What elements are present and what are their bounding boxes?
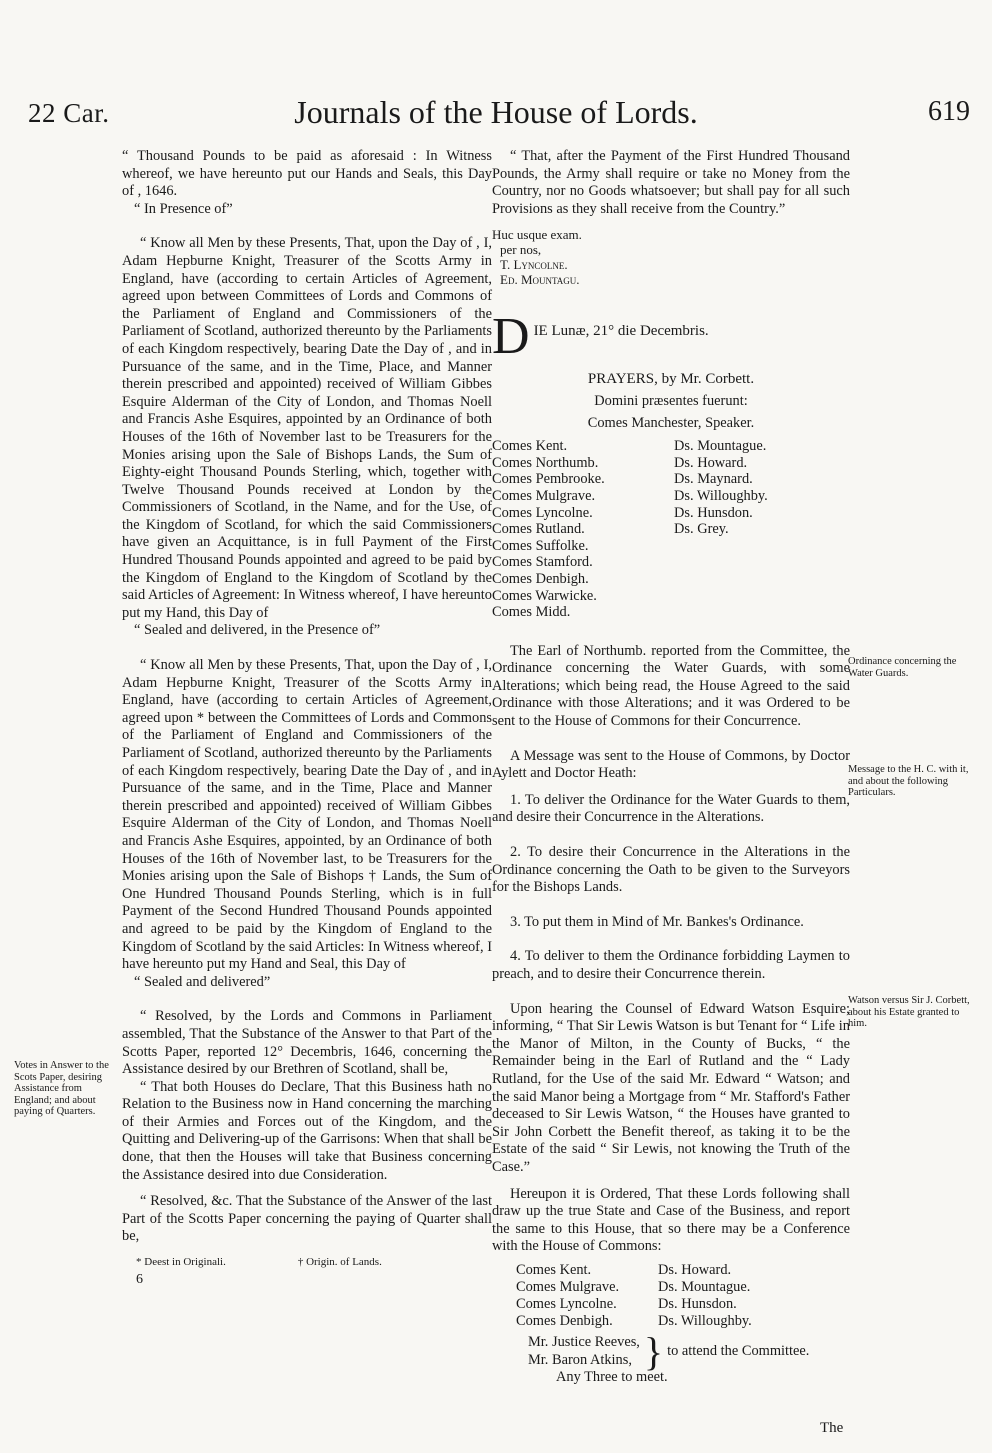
page-number: 619 bbox=[928, 96, 970, 127]
resolution-quarter: “ Resolved, &c. That the Substance of the Answer of the last Part of the Scotts Paper concerning the paying of Quarter shall be, bbox=[122, 1193, 492, 1245]
committee-member: Ds. Hunsdon. bbox=[658, 1295, 737, 1312]
justice-names bbox=[528, 1334, 640, 1369]
receipt-first: “ Know all Men by these Presents, That, upon the Day of , I, Adam Hepburne Knight, Treasurer of the Scotts Army in England, have (according to certain Articles of Agreement, agreed upon between Committees of Lords and Commons of the Parliament of England and Commissioners of the Parliament of Scotland, authorized thereunto by the Parliaments of each Kingdom respectively, bearing Date the Day of , and in Pursuance of the same, and in the Time, Place, and Manner therein prescribed and appointed) received of William Gibbes Esquire Alderman of the City of London, and Thomas Noell and Francis Ashe Esquires, appointed by an Ordinance of both Houses of the 16th of November last to be Treasurers for the Monies arising upon the Sale of Bishops Lands, the Sum of Eighty-eight Thousand Pounds Sterling, which, together with Twelve Thousand Pounds received at London by the Commissioners of Scotland, in the Name, and for the Use, of the Kingdom of Scotland, for which the said Commissioners have given an Acquittance, is in full Payment of the First Hundred Thousand Pounds appointed and agreed to be paid by the Kingdom of England to the Kingdom of Scotland by the said Articles of Agreement: In Witness whereof, I have hereunto put my Hand, this Day of bbox=[122, 235, 492, 621]
per-nos: per nos, bbox=[500, 242, 542, 258]
justice-reeves: Mr. Justice Reeves, bbox=[528, 1333, 640, 1350]
presence-line: “ In Presence of” bbox=[134, 200, 233, 217]
signer-lyncolne: T. Lyncolne. bbox=[500, 257, 568, 273]
lord-present: Ds. Mountague. bbox=[674, 438, 767, 455]
committee-member: Comes Mulgrave. bbox=[516, 1278, 620, 1295]
lord-present: Ds. Hunsdon. bbox=[674, 504, 753, 521]
army-payment-clause: “ That, after the Payment of the First Hundred Thousand Pounds, the Army shall require or take no Money from the Country, nor no Goods whatsoever; but shall pay for all such Provisions as they shall receive from the Country.” bbox=[492, 148, 850, 217]
footnote-lands: † Origin. of Lands. bbox=[297, 1256, 382, 1269]
lord-present: Comes Rutland. bbox=[492, 521, 585, 538]
committee-order: Hereupon it is Ordered, That these Lords following shall draw up the true State and Case of the Business, and report the same to this House, that so there may be a Conference with the House of Commons: bbox=[492, 1185, 850, 1255]
left-column bbox=[122, 148, 492, 1287]
quorum-note: Any Three to meet. bbox=[556, 1369, 668, 1386]
declaration: “ That both Houses do Declare, That this Business hath no Relation to the Business now in Hand concerning the marching of their Armies and Forces out of the Kingdom, and the Quitting and Delivering-up of the Garrisons: When that shall be done, that then the Houses will take that Business concerning the Assistance desired into due Consideration. bbox=[122, 1078, 492, 1183]
prayers-line: PRAYERS, by Mr. Corbett. bbox=[587, 371, 755, 388]
lord-present: Comes Pembrooke. bbox=[492, 471, 605, 488]
page-header bbox=[0, 88, 992, 138]
baron-atkins: Mr. Baron Atkins, bbox=[528, 1351, 632, 1368]
lord-present: Comes Kent. bbox=[492, 438, 568, 455]
footnote-deest: * Deest in Originali. bbox=[136, 1256, 226, 1269]
lord-present: Comes Midd. bbox=[492, 604, 571, 621]
right-column bbox=[492, 148, 850, 1387]
lord-present: Comes Stamford. bbox=[492, 554, 593, 571]
margin-note-votes: Votes in Answer to the Scots Paper, desiring Assistance from England; and about paying of Quarters. bbox=[14, 1060, 109, 1117]
present-heading: Domini præsentes fuerunt: bbox=[594, 392, 748, 409]
message-item-4: 4. To deliver to them the Ordinance forbidding Laymen to preach, and to desire their Concurrence therein. bbox=[492, 948, 850, 982]
regnal-year: 22 Car. bbox=[28, 98, 110, 128]
message-item-1: 1. To deliver the Ordinance for the Water Guards to them, and desire their Concurrence in the Alterations. bbox=[492, 791, 850, 826]
committee-member: Comes Kent. bbox=[516, 1261, 592, 1278]
signature-mark: 6 bbox=[136, 1271, 143, 1287]
justices-attendance bbox=[528, 1328, 850, 1374]
message-item-2: 2. To desire their Concurrence in the Alterations in the Ordinance concerning the Oath to be given to the Surveyors for the Bishops Lands. bbox=[492, 844, 850, 896]
committee-member: Ds. Howard. bbox=[658, 1261, 732, 1278]
committee-member: Ds. Willoughby. bbox=[658, 1312, 752, 1329]
lord-present: Comes Suffolke. bbox=[492, 537, 589, 554]
lord-present: Comes Northumb. bbox=[492, 454, 599, 471]
exam-line: Huc usque exam. bbox=[492, 227, 582, 243]
journal-title: Journals of the House of Lords. bbox=[294, 94, 698, 130]
lord-present: Comes Mulgrave. bbox=[492, 487, 596, 504]
date-heading bbox=[492, 317, 850, 357]
examination-note bbox=[492, 227, 850, 287]
watson-petition: Upon hearing the Counsel of Edward Watson Esquire; informing, “ That Sir Lewis Watson is but Tenant for “ Life in the Manor of Milton, in the County of Bucks, “ the Remainder being in the Earl of Rutland and the “ Lady Rutland, for the Use of the said Mr. Edward “ Watson; and the said Manor being a Mortgage from “ Mr. Stafford's Father deceased to Sir Lewis Watson, “ the Houses have granted to Sir John Corbett the Benefit thereof, as taking it to be the Estate of the said “ Sir Lewis, not knowing the Truth of the Case.” bbox=[492, 1000, 850, 1175]
message-item-3: 3. To put them in Mind of Mr. Bankes's Ordinance. bbox=[510, 913, 804, 930]
lord-present: Comes Lyncolne. bbox=[492, 504, 593, 521]
lord-present: Comes Warwicke. bbox=[492, 587, 597, 604]
lord-present: Comes Denbigh. bbox=[492, 570, 589, 587]
lord-present: Ds. Maynard. bbox=[674, 471, 753, 488]
committee-member: Comes Lyncolne. bbox=[516, 1295, 617, 1312]
lord-present: Ds. Grey. bbox=[674, 521, 729, 538]
oath-closing: “ Thousand Pounds to be paid as aforesaid : In Witness whereof, we have hereunto put our Hands and Seals, this Day of , 1646. bbox=[122, 148, 492, 200]
earls-column bbox=[492, 438, 674, 621]
brace-glyph: } bbox=[643, 1328, 664, 1374]
barons-column bbox=[674, 438, 824, 621]
catchword: The bbox=[820, 1420, 844, 1436]
resolution-assistance: “ Resolved, by the Lords and Commons in Parliament assembled, That the Substance of the Answer to that Part of the Scotts Paper, reported 12° Decembris, 1646, concerning the Assistance desired by our Brethren of Scotland, shall be, bbox=[122, 1008, 492, 1078]
committee-earls bbox=[516, 1262, 658, 1330]
speaker-line: Comes Manchester, Speaker. bbox=[587, 414, 755, 431]
committee-member: Ds. Mountague. bbox=[658, 1278, 751, 1295]
committee-members bbox=[516, 1262, 850, 1330]
date-line: IE Lunæ, 21° die Decembris. bbox=[533, 323, 709, 340]
sealed-line-second: “ Sealed and delivered” bbox=[134, 973, 271, 990]
lords-present-list bbox=[492, 438, 850, 621]
margin-note-ordinance: Ordinance concerning the Water Guards. bbox=[848, 656, 957, 679]
sealed-line-first: “ Sealed and delivered, in the Presence of” bbox=[134, 622, 381, 639]
attend-note: to attend the Committee. bbox=[667, 1342, 810, 1359]
lord-present: Ds. Willoughby. bbox=[674, 487, 768, 504]
margin-note-message: Message to the H. C. with it, and about the following Particulars. bbox=[848, 764, 969, 798]
footnotes bbox=[136, 1254, 492, 1272]
message-intro: A Message was sent to the House of Commons, by Doctor Aylett and Doctor Heath: bbox=[492, 747, 850, 782]
signer-mountagu: Ed. Mountagu. bbox=[500, 272, 580, 288]
receipt-second: “ Know all Men by these Presents, That, upon the Day of , I, Adam Hepburne Knight, Treasurer of the Scotts Army in England, have (according to certain Articles of Agreement, agreed upon * between the Committees of Lords and Commons of the Parliament of England and Commissioners of the Parliament of Scotland, authorized thereunto by the Parliaments of each Kingdom respectively, bearing Date the Day of , and in Pursuance of the same, and in the Time, Place and Manner therein prescribed and appointed) received of William Gibbes Esquire Alderman of the City of London, and Thomas Noell and Francis Ashe Esquires, appointed, by an Ordinance of both Houses of the 16th of November last, to be Treasurers for the Monies arising upon the Sale of Bishops † Lands, the Sum of One Hundred Thousand Pounds Sterling, which is in full Payment of the Second Hundred Thousand Pounds appointed and agreed to be paid by the Kingdom of England to the Kingdom of Scotland by the said Articles: In Witness whereof, I have hereunto put my Hand and Seal, this Day of bbox=[122, 657, 492, 973]
committee-barons bbox=[658, 1262, 752, 1330]
margin-note-watson: Watson versus Sir J. Corbett, about his Estate granted to him. bbox=[848, 995, 970, 1029]
committee-member: Comes Denbigh. bbox=[516, 1312, 613, 1329]
date-drop-cap: D bbox=[492, 317, 530, 358]
water-guards-report: The Earl of Northumb. reported from the Committee, the Ordinance concerning the Water Guards, with some Alterations; which being read, the House Agreed to the said Ordinance with those Alterations; and it was Ordered to be sent to the House of Commons for their Concurrence. bbox=[492, 642, 850, 730]
lord-present: Ds. Howard. bbox=[674, 454, 748, 471]
